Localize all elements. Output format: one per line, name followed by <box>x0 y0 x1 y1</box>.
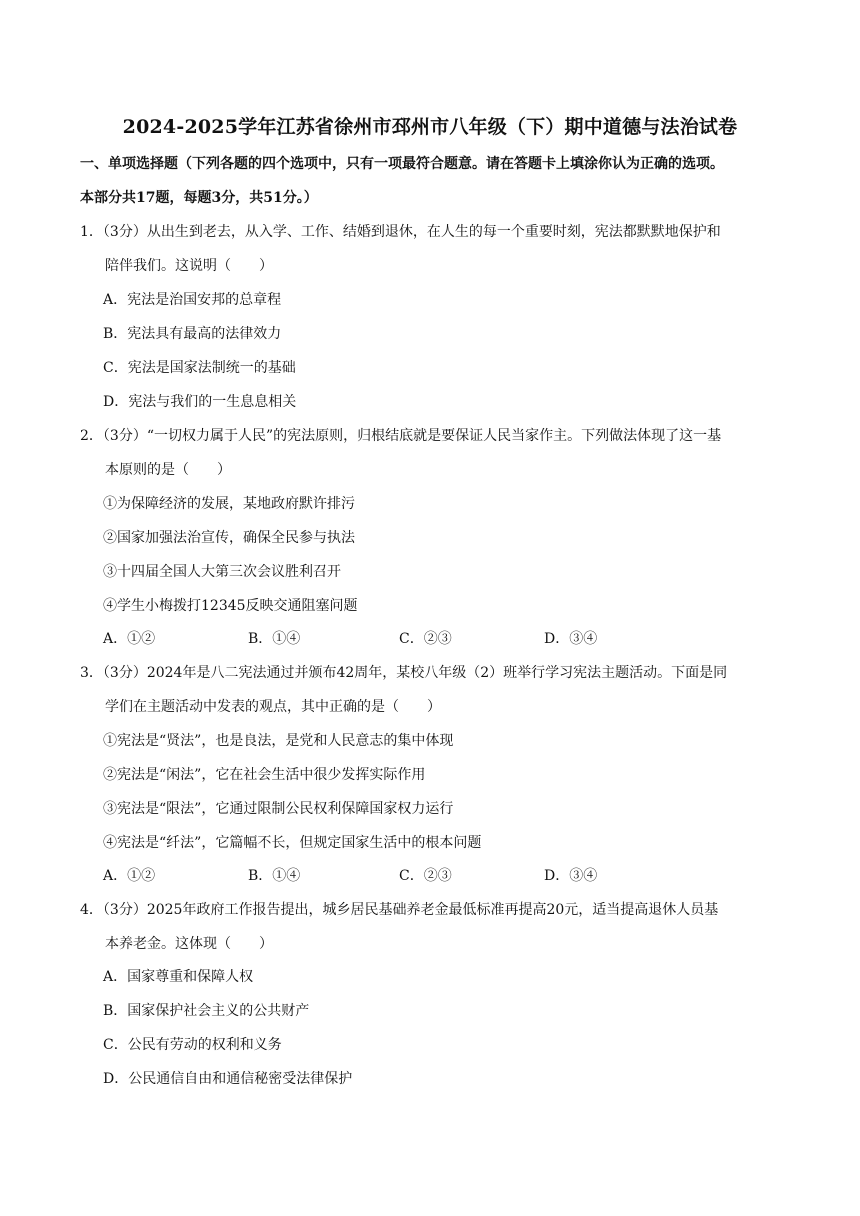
exam-title: 2024-2025学年江苏省徐州市邳州市八年级（下）期中道德与法治试卷 <box>122 116 738 138</box>
question-2-item-4: ④学生小梅拨打12345反映交通阻塞问题 <box>103 598 358 614</box>
section-heading-line2: 本部分共17题，每题3分，共51分。） <box>80 190 318 206</box>
question-1-stem-line2-text: 陪伴我们。这说明（ ） <box>105 258 273 274</box>
question-4-stem-line2-text: 本养老金。这体现（ ） <box>105 936 273 952</box>
question-3-stem-line1: 3．（3分）2024年是八二宪法通过并颁布42周年，某校八年级（2）班举行学习宪法主题活动。下面是同 <box>80 665 728 681</box>
question-2-choice-d: D．③④ <box>544 631 598 647</box>
question-4-stem-line1: 4．（3分）2025年政府工作报告提出，城乡居民基础养老金最低标准再提高20元，适当提高退休人员基 <box>80 902 719 918</box>
question-1-option-b: B．宪法具有最高的法律效力 <box>103 326 282 342</box>
question-4-option-a: A．国家尊重和保障人权 <box>103 969 254 985</box>
question-2-stem-line2 <box>80 453 785 487</box>
question-3-choice-b: B．①④ <box>248 868 301 884</box>
question-3-choice-d: D．③④ <box>544 868 598 884</box>
question-3-item-1: ①宪法是“贤法”，也是良法，是党和人民意志的集中体现 <box>103 733 454 749</box>
question-3-stem-line2-text: 学们在主题活动中发表的观点，其中正确的是（ ） <box>105 699 441 715</box>
question-2-stem-line1: 2．（3分）“一切权力属于人民”的宪法原则，归根结底就是要保证人民当家作主。下列做法体现了这一基 <box>80 428 722 444</box>
question-1-stem-line2 <box>80 249 785 283</box>
question-3-choice-a: A．①② <box>103 868 156 884</box>
question-2-item-1: ①为保障经济的发展，某地政府默许排污 <box>103 496 355 512</box>
question-2-choice-c: C．②③ <box>399 631 452 647</box>
question-1-option-c: C．宪法是国家法制统一的基础 <box>103 360 296 376</box>
question-1-option-a: A．宪法是治国安邦的总章程 <box>103 292 282 308</box>
question-2-item-2: ②国家加强法治宣传，确保全民参与执法 <box>103 530 355 546</box>
question-2-stem-line2-text: 本原则的是（ ） <box>105 462 231 478</box>
question-1-option-d: D．宪法与我们的一生息息相关 <box>103 394 297 410</box>
question-2-item-3: ③十四届全国人大第三次会议胜利召开 <box>103 564 341 580</box>
question-3-stem-line2 <box>80 690 785 724</box>
question-2-choice-b: B．①④ <box>248 631 301 647</box>
question-4-option-b: B．国家保护社会主义的公共财产 <box>103 1003 310 1019</box>
section-heading-line1: 一、单项选择题（下列各题的四个选项中，只有一项最符合题意。请在答题卡上填涂你认为正确的选项。 <box>80 156 724 172</box>
question-3-item-4: ④宪法是“纤法”，它篇幅不长，但规定国家生活中的根本问题 <box>103 835 482 851</box>
question-1-stem-line1: 1．（3分）从出生到老去，从入学、工作、结婚到退休，在人生的每一个重要时刻，宪法都默默地保护和 <box>80 224 721 240</box>
question-4-option-c: C．公民有劳动的权利和义务 <box>103 1037 282 1053</box>
question-4-option-d: D．公民通信自由和通信秘密受法律保护 <box>103 1071 353 1087</box>
question-3-item-2: ②宪法是“闲法”，它在社会生活中很少发挥实际作用 <box>103 767 426 783</box>
question-4-stem-line2 <box>80 927 785 961</box>
question-3-item-3: ③宪法是“限法”，它通过限制公民权利保障国家权力运行 <box>103 801 454 817</box>
question-3-choice-c: C．②③ <box>399 868 452 884</box>
question-2-choice-a: A．①② <box>103 631 156 647</box>
